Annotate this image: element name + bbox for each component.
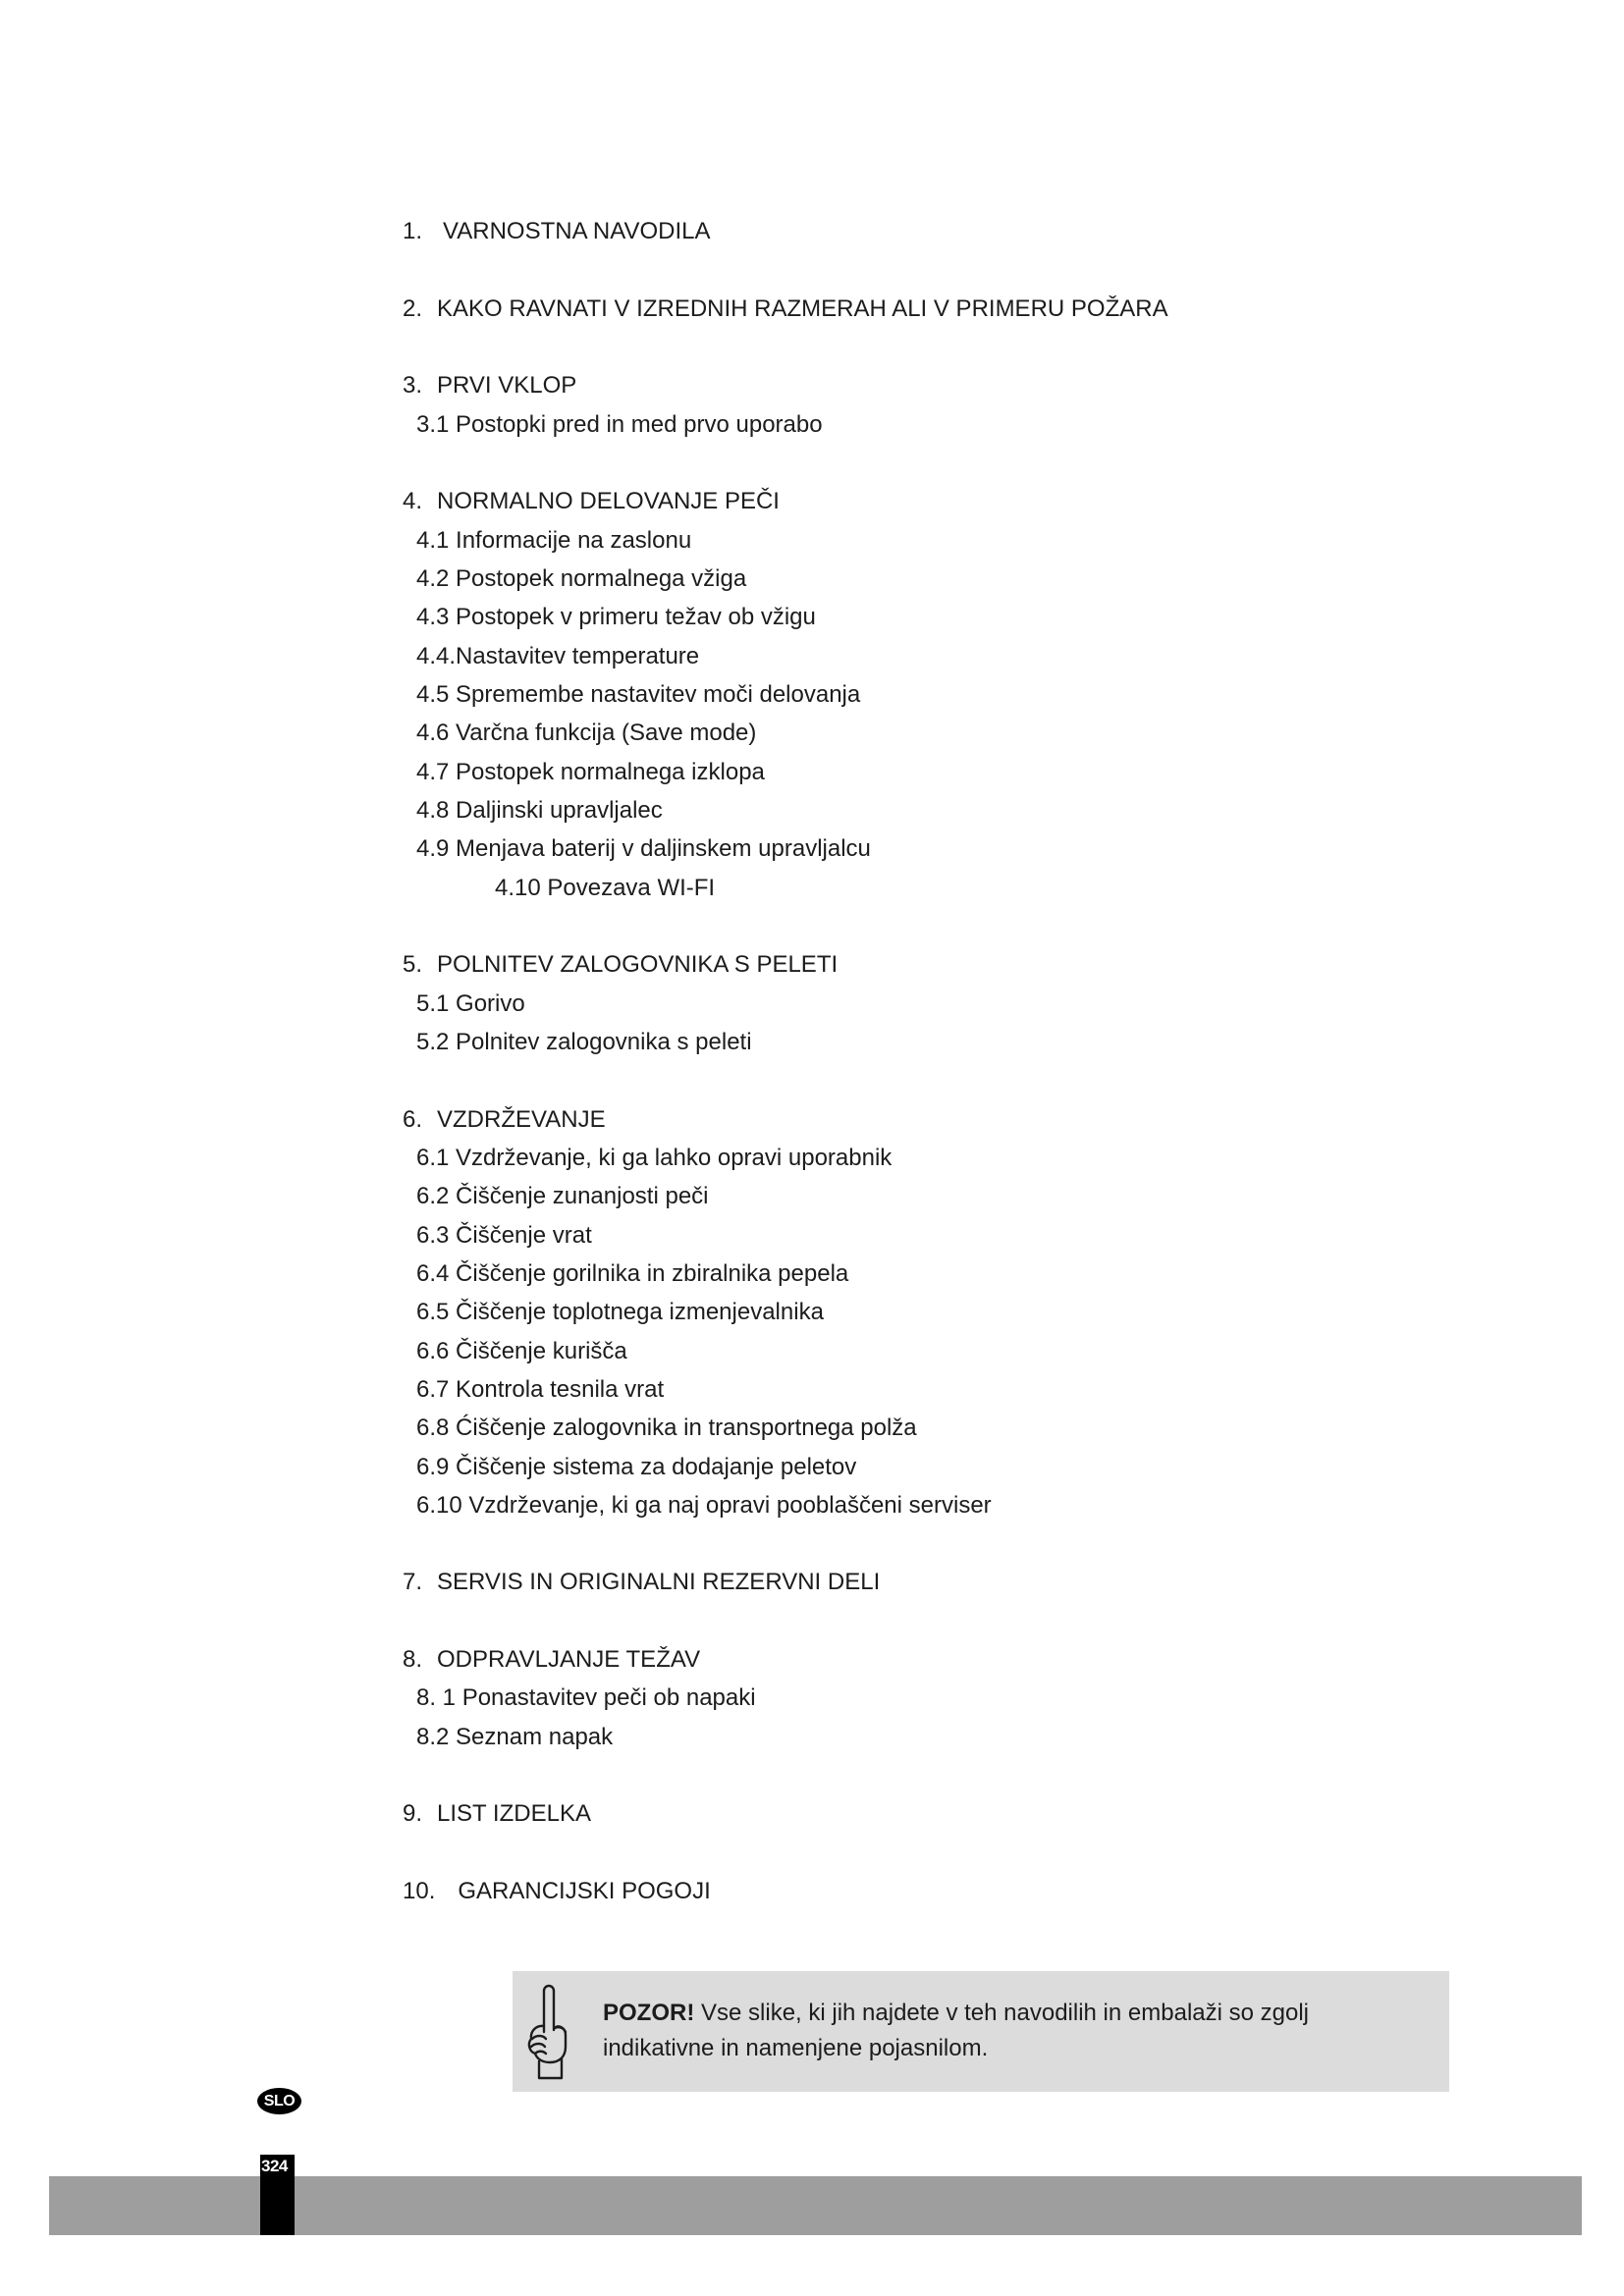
toc-subentry: 4.1 Informacije na zaslonu (416, 526, 692, 554)
section-number: 9. (403, 1800, 423, 1828)
table-of-contents (403, 212, 1483, 1910)
section-title: VARNOSTNA NAVODILA (443, 218, 711, 244)
section-number: 10. (403, 1878, 436, 1905)
section-title: ODPRAVLJANJE TEŽAV (437, 1646, 701, 1674)
toc-section-6 (403, 1100, 1483, 1525)
toc-section-10 (403, 1872, 1483, 1910)
toc-subentry: 4.3 Postopek v primeru težav ob vžigu (416, 604, 816, 631)
toc-subentry: 8. 1 Ponastavitev peči ob napaki (416, 1684, 756, 1712)
toc-subentry: 6.8 Ćiščenje zalogovnika in transportnega polža (416, 1415, 917, 1442)
toc-subentry: 3.1 Postopki pred in med prvo uporabo (416, 410, 823, 438)
toc-subentry: 5.2 Polnitev zalogovnika s peleti (416, 1028, 752, 1055)
page-number: 324 (261, 2157, 288, 2175)
toc-subentry: 6.1 Vzdrževanje, ki ga lahko opravi uporabnik (416, 1144, 893, 1171)
section-title: VZDRŽEVANJE (437, 1105, 606, 1133)
toc-subentry: 4.5 Spremembe nastavitev moči delovanja (416, 680, 861, 708)
section-title: KAKO RAVNATI V IZREDNIH RAZMERAH ALI V PRIMERU POŽARA (437, 294, 1168, 322)
toc-subentry: 6.9 Čiščenje sistema za dodajanje peletov (416, 1453, 857, 1480)
toc-entry (403, 1100, 1483, 1139)
section-number: 1. (403, 218, 423, 244)
toc-entry (403, 945, 1483, 984)
note-line-1 (603, 1996, 1309, 2031)
note-text-line-2: indikativne in namenjene pojasnilom. (603, 2035, 989, 2061)
toc-entry (403, 482, 1483, 520)
attention-note (513, 1971, 1449, 2092)
toc-subentry: 6.7 Kontrola tesnila vrat (416, 1375, 665, 1403)
section-title: NORMALNO DELOVANJE PEČI (437, 488, 780, 515)
section-number: 8. (403, 1646, 423, 1674)
section-title: LIST IZDELKA (437, 1800, 591, 1828)
toc-subentry: 4.10 Povezava WI-FI (495, 874, 716, 901)
toc-section-1 (403, 212, 1483, 250)
toc-entry (403, 290, 1483, 328)
toc-section-4 (403, 482, 1483, 907)
toc-subentry: 6.6 Čiščenje kurišča (416, 1337, 627, 1364)
section-title: PRVI VKLOP (437, 372, 577, 400)
toc-entry (403, 212, 1483, 250)
toc-subentry: 4.9 Menjava baterij v daljinskem upravljalcu (416, 835, 871, 863)
toc-entry (403, 1872, 1483, 1910)
toc-subentry: 6.5 Čiščenje toplotnega izmenjevalnika (416, 1299, 824, 1326)
section-title: POLNITEV ZALOGOVNIKA S PELETI (437, 951, 839, 979)
toc-subentry: 4.7 Postopek normalnega izklopa (416, 758, 765, 785)
page-number-tab (260, 2155, 295, 2235)
toc-entry (403, 1640, 1483, 1679)
toc-subentry: 8.2 Seznam napak (416, 1723, 614, 1750)
toc-section-2 (403, 290, 1483, 328)
toc-subentry: 4.2 Postopek normalnega vžiga (416, 564, 747, 592)
section-number: 3. (403, 372, 423, 400)
toc-entry (403, 1563, 1483, 1601)
toc-section-3 (403, 366, 1483, 444)
toc-section-7 (403, 1563, 1483, 1601)
toc-section-5 (403, 945, 1483, 1061)
toc-subentry: 6.2 Čiščenje zunanjosti peči (416, 1183, 709, 1210)
toc-subentry: 6.10 Vzdrževanje, ki ga naj opravi pooblaščeni serviser (416, 1491, 992, 1519)
toc-subentry: 6.3 Čiščenje vrat (416, 1221, 592, 1249)
note-label: POZOR! (603, 2000, 695, 2026)
section-number: 7. (403, 1569, 423, 1596)
toc-subentry: 4.8 Daljinski upravljalec (416, 796, 663, 824)
toc-subentry: 5.1 Gorivo (416, 989, 525, 1017)
section-title: SERVIS IN ORIGINALNI REZERVNI DELI (437, 1569, 881, 1596)
pointing-hand-icon (522, 1983, 577, 2081)
toc-section-8 (403, 1640, 1483, 1756)
toc-subentry: 6.4 Čiščenje gorilnika in zbiralnika pepela (416, 1259, 849, 1287)
section-title: GARANCIJSKI POGOJI (458, 1878, 711, 1905)
section-number: 6. (403, 1105, 423, 1133)
note-text (603, 1996, 1309, 2066)
section-number: 5. (403, 951, 423, 979)
toc-section-9 (403, 1794, 1483, 1833)
note-text-line-1: Vse slike, ki jih najdete v teh navodilih in embalaži so zgolj (701, 2000, 1309, 2026)
language-badge: SLO (257, 2088, 301, 2114)
toc-entry (403, 1794, 1483, 1833)
toc-subentry: 4.6 Varčna funkcija (Save mode) (416, 720, 757, 747)
section-number: 2. (403, 294, 423, 322)
section-number: 4. (403, 488, 423, 515)
toc-entry (403, 366, 1483, 404)
toc-subentry: 4.4.Nastavitev temperature (416, 642, 700, 669)
